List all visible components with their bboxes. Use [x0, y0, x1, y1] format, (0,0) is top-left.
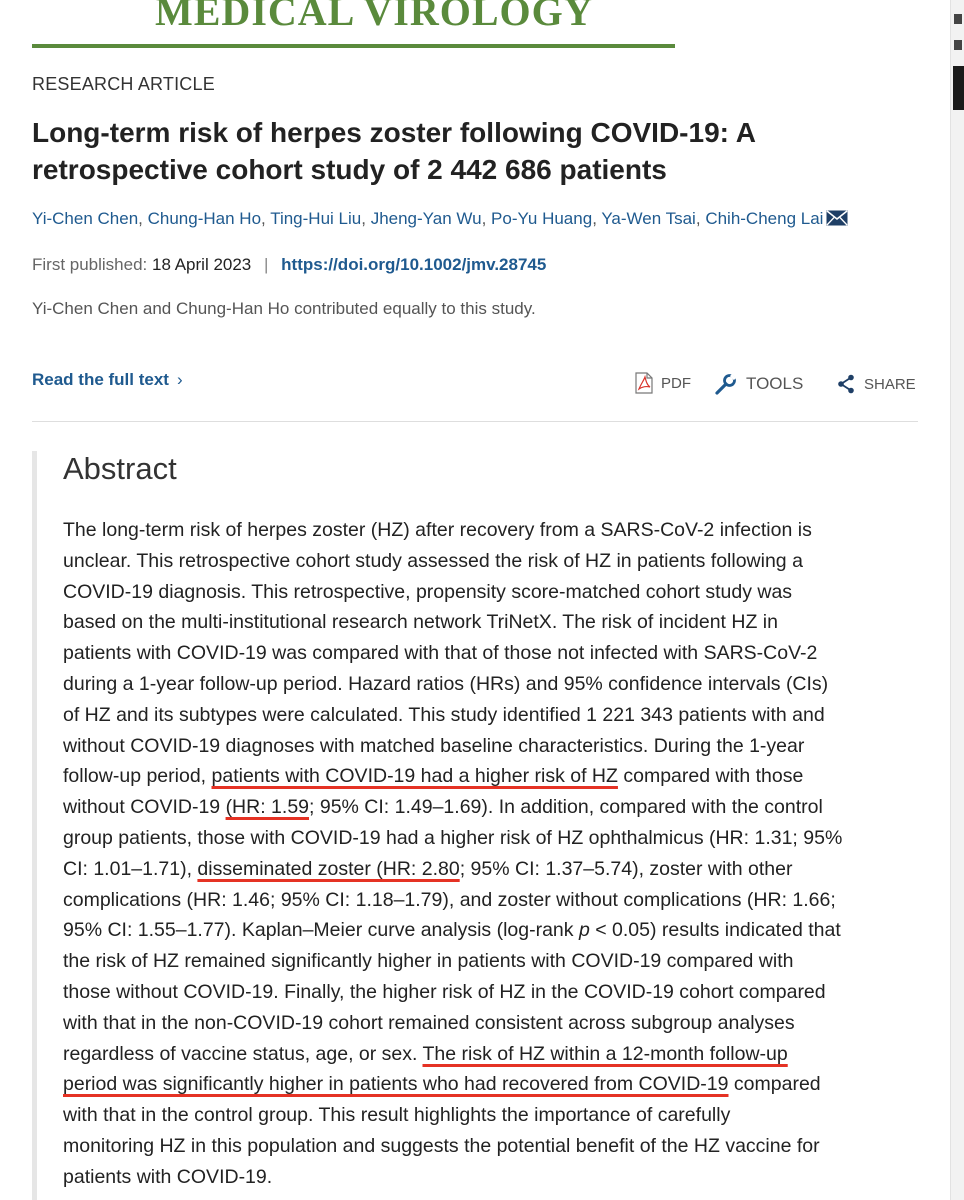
- read-full-text-label: Read the full text: [32, 370, 169, 389]
- abstract-text-segment: without COVID-19 diagnoses with matched baseline characteristics. During the 1-year: [63, 734, 805, 757]
- abstract-line: [63, 946, 923, 977]
- abstract-line: [63, 1008, 923, 1039]
- author-separator: ,: [138, 209, 143, 228]
- highlighted-finding: (HR: 1.59: [225, 796, 310, 819]
- author-separator: ,: [592, 209, 597, 228]
- abstract-text-segment: with that in the control group. This result highlights the importance of carefully: [63, 1104, 731, 1127]
- abstract-text-segment: group patients, those with COVID-19 had a higher risk of HZ ophthalmicus (HR: 1.31; 95%: [63, 826, 843, 849]
- envelope-icon[interactable]: [826, 210, 848, 226]
- abstract-section: [32, 451, 923, 1200]
- wrench-icon: [714, 372, 738, 396]
- abstract-text-segment: with that in the non-COVID-19 cohort remained consistent across subgroup analyses: [63, 1011, 795, 1034]
- adjacent-window-edge: [950, 0, 964, 1200]
- share-label: SHARE: [864, 375, 916, 393]
- abstract-line: [63, 792, 923, 823]
- edge-marker: [954, 40, 962, 50]
- pub-separator: |: [264, 255, 269, 274]
- chevron-right-icon: ›: [176, 370, 183, 389]
- edge-marker: [954, 14, 962, 24]
- abstract-text-segment: < 0.05) results indicated that: [589, 919, 841, 942]
- abstract-text-segment: COVID-19 diagnosis. This retrospective, propensity score-matched cohort study was: [63, 580, 793, 603]
- author-separator: ,: [261, 209, 266, 228]
- doi-link[interactable]: https://doi.org/10.1002/jmv.28745: [281, 255, 547, 274]
- first-published-label: First published:: [32, 255, 148, 274]
- italic-symbol: p: [578, 919, 590, 942]
- author-link[interactable]: Chung-Han Ho: [147, 209, 262, 228]
- author-separator: ,: [481, 209, 487, 228]
- abstract-line: [63, 1069, 923, 1100]
- abstract-text-segment: those without COVID-19. Finally, the higher risk of HZ in the COVID-19 cohort compared: [63, 980, 826, 1003]
- abstract-line: [63, 700, 923, 731]
- author-link[interactable]: Po-Yu Huang: [491, 209, 593, 228]
- tools-label: TOOLS: [746, 374, 804, 393]
- abstract-text-segment: ; 95% CI: 1.49–1.69). In addition, compared with the control: [309, 796, 823, 819]
- contribution-note: Yi-Chen Chen and Chung-Han Ho contributed equally to this study.: [32, 299, 536, 318]
- abstract-text: [63, 515, 923, 1193]
- pdf-button[interactable]: [635, 372, 691, 394]
- tools-button[interactable]: [714, 372, 803, 396]
- abstract-line: [63, 546, 923, 577]
- author-link[interactable]: Jheng-Yan Wu: [370, 209, 482, 228]
- author-separator: ,: [695, 209, 701, 228]
- edge-nav-block: [953, 66, 964, 110]
- abstract-line: [63, 761, 923, 792]
- abstract-line: [63, 515, 923, 546]
- abstract-line: [63, 669, 923, 700]
- abstract-line: [63, 1131, 923, 1162]
- abstract-text-segment: compared with those: [617, 765, 804, 788]
- abstract-text-segment: monitoring HZ in this population and suggests the potential benefit of the HZ vaccine for: [63, 1134, 820, 1157]
- abstract-text-segment: during a 1-year follow-up period. Hazard ratios (HRs) and 95% confidence intervals (CIs): [63, 672, 829, 695]
- journal-masthead: MEDICAL VIROLOGY: [155, 0, 594, 34]
- pdf-label: PDF: [661, 374, 691, 392]
- abstract-text-segment: unclear. This retrospective cohort study assessed the risk of HZ in patients following a: [63, 549, 803, 572]
- abstract-text-segment: ; 95% CI: 1.37–5.74), zoster with other: [459, 857, 793, 880]
- abstract-line: [63, 915, 923, 946]
- masthead-rule: [32, 44, 675, 48]
- abstract-line: [63, 638, 923, 669]
- abstract-text-segment: CI: 1.01–1.71),: [63, 857, 198, 880]
- abstract-text-segment: patients with COVID-19.: [63, 1165, 273, 1188]
- article-title-line: Long-term risk of herpes zoster following COVID-19: A: [32, 117, 756, 148]
- author-separator: ,: [361, 209, 366, 228]
- highlighted-finding: patients with COVID-19 had a higher risk of HZ: [211, 765, 618, 788]
- pdf-icon: [635, 372, 653, 394]
- abstract-text-segment: without COVID-19: [63, 796, 226, 819]
- abstract-heading: Abstract: [63, 451, 177, 486]
- abstract-text-segment: the risk of HZ remained significantly higher in patients with COVID-19 compared with: [63, 950, 794, 973]
- share-button[interactable]: [836, 374, 916, 394]
- author-link[interactable]: Chih-Cheng Lai: [705, 209, 824, 228]
- article-title-line: retrospective cohort study of 2 442 686 patients: [32, 154, 667, 185]
- abstract-text-segment: complications (HR: 1.46; 95% CI: 1.18–1.79), and zoster without complications (HR: 1.66;: [63, 888, 836, 911]
- abstract-line: [63, 1100, 923, 1131]
- abstract-line: [63, 854, 923, 885]
- abstract-line: [63, 731, 923, 762]
- author-list: [32, 209, 848, 229]
- publication-info: [32, 255, 546, 275]
- abstract-line: [63, 607, 923, 638]
- section-divider: [32, 421, 918, 422]
- author-link[interactable]: Yi-Chen Chen: [32, 209, 139, 228]
- first-published-date: 18 April 2023: [152, 255, 252, 274]
- article-type: RESEARCH ARTICLE: [32, 74, 215, 94]
- author-link[interactable]: Ya-Wen Tsai: [601, 209, 696, 228]
- abstract-line: [63, 1162, 923, 1193]
- abstract-text-segment: patients with COVID-19 was compared with that of those not infected with SARS-CoV-2: [63, 642, 818, 665]
- abstract-text-segment: of HZ and its subtypes were calculated. This study identified 1 221 343 patients with and: [63, 703, 825, 726]
- abstract-line: [63, 577, 923, 608]
- abstract-text-segment: compared: [728, 1073, 821, 1096]
- share-icon: [836, 374, 856, 394]
- article-title: [32, 114, 862, 188]
- abstract-line: [63, 1039, 923, 1070]
- abstract-text-segment: follow-up period,: [63, 765, 212, 788]
- abstract-line: [63, 885, 923, 916]
- read-full-text-link[interactable]: [32, 370, 183, 390]
- abstract-text-segment: The long-term risk of herpes zoster (HZ) after recovery from a SARS-CoV-2 infection is: [63, 519, 812, 541]
- abstract-line: [63, 977, 923, 1008]
- abstract-line: [63, 823, 923, 854]
- author-link[interactable]: Ting-Hui Liu: [270, 209, 362, 228]
- abstract-text-segment: regardless of vaccine status, age, or sex.: [63, 1042, 423, 1065]
- highlighted-finding: disseminated zoster (HR: 2.80: [197, 857, 460, 880]
- highlighted-finding: period was significantly higher in patients who had recovered from COVID-19: [63, 1073, 729, 1096]
- abstract-text-segment: 95% CI: 1.55–1.77). Kaplan–Meier curve analysis (log-rank: [63, 919, 579, 942]
- highlighted-finding: The risk of HZ within a 12-month follow-up: [422, 1042, 788, 1065]
- abstract-text-segment: based on the multi-institutional research network TriNetX. The risk of incident HZ in: [63, 611, 778, 634]
